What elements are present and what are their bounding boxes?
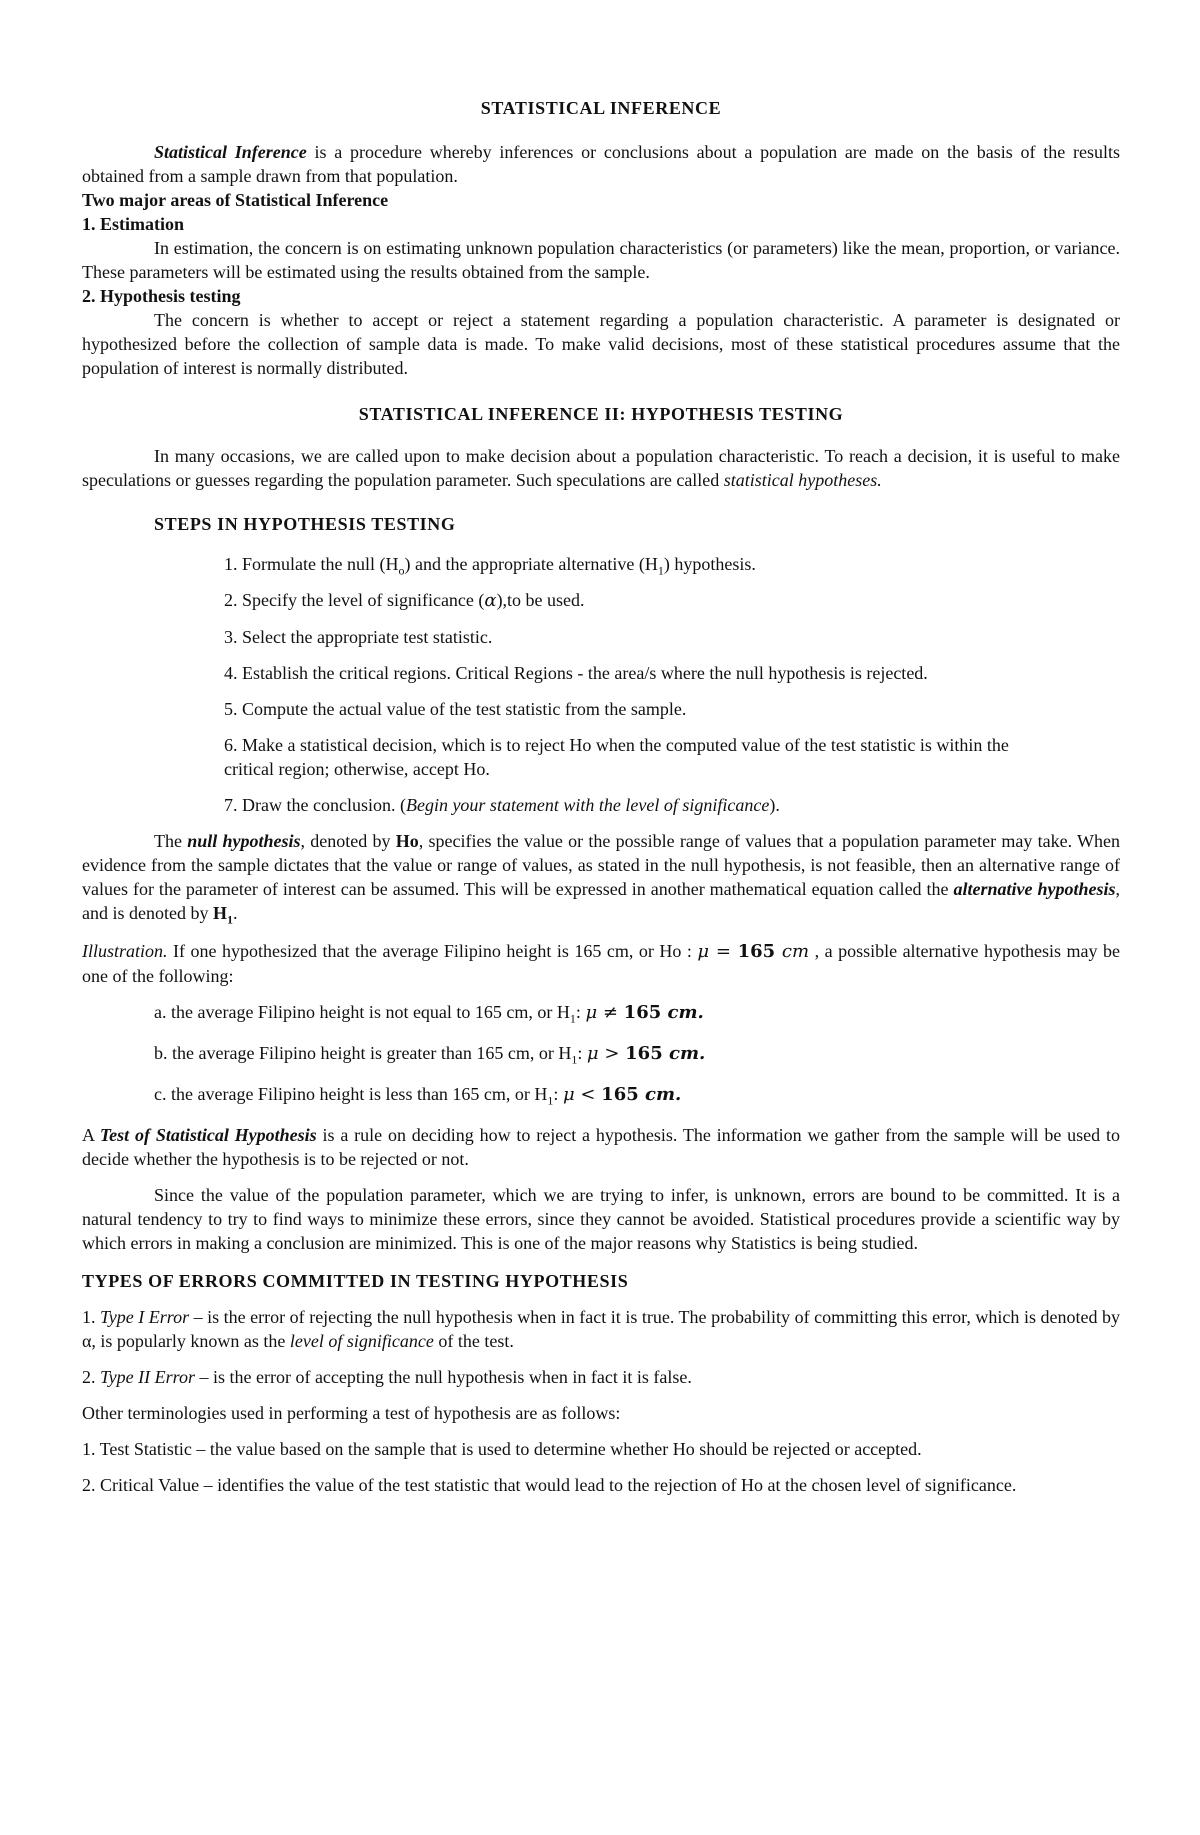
- alt-c-unit: cm.: [638, 1084, 682, 1105]
- other-item-1: 1. Test Statistic – the value based on the sample that is used to determine whether Ho should be rejected or accepted.: [82, 1439, 922, 1459]
- alt-a-value: 165: [623, 1002, 662, 1023]
- step-4: 4. Establish the critical regions. Critical Regions - the area/s where the null hypothesis is rejected.: [224, 663, 928, 683]
- section2-term: statistical hypotheses.: [723, 470, 882, 490]
- alpha-symbol: α: [484, 590, 497, 611]
- type-1-text-b: of the test.: [433, 1331, 514, 1351]
- illustration-text-a: If one hypothesized that the average Filipino height is 165 cm, or Ho :: [167, 941, 698, 961]
- step-3: 3. Select the appropriate test statistic.: [224, 627, 493, 647]
- h1-subscript: 1: [227, 912, 233, 927]
- step-5: 5. Compute the actual value of the test statistic from the sample.: [224, 699, 687, 719]
- section2-heading: STATISTICAL INFERENCE II: HYPOTHESIS TESTING: [358, 404, 844, 424]
- alt-c-colon: :: [553, 1084, 563, 1104]
- alt-b-colon: :: [577, 1043, 587, 1063]
- null-hypothesis-paragraph: [82, 829, 1120, 925]
- intro-term: Statistical Inference: [154, 142, 307, 162]
- null-text-d: , and is denoted by: [82, 879, 1120, 923]
- test-paragraph: [82, 1123, 1120, 1171]
- illustration-unit: cm: [775, 941, 810, 962]
- ho-symbol: Ho: [395, 831, 419, 851]
- type-1-term-2: level of significance: [289, 1331, 434, 1351]
- alt-a-unit: cm.: [661, 1002, 704, 1023]
- type-1-error: [82, 1305, 1120, 1353]
- types-heading: TYPES OF ERRORS COMMITTED IN TESTING HYPOTHESIS: [82, 1271, 629, 1291]
- step-1-text-a: 1. Formulate the null (H: [224, 554, 399, 574]
- type-1-term: Type I Error: [100, 1307, 190, 1327]
- null-text-b: , denoted by: [300, 831, 396, 851]
- illustration-text-b: , a possible alternative hypothesis may be one of the following:: [82, 941, 1120, 986]
- null-hypothesis-term: null hypothesis: [187, 831, 301, 851]
- type-2-text-a: – is the error of accepting the null hypothesis when in fact it is false.: [194, 1367, 692, 1387]
- alt-c-sub: 1: [547, 1093, 554, 1108]
- step-7-text-b: ).: [769, 795, 780, 815]
- type-2-num: 2.: [82, 1367, 100, 1387]
- type-2-term: Type II Error: [100, 1367, 195, 1387]
- test-text-a: A: [82, 1125, 100, 1145]
- alt-b-unit: cm.: [662, 1043, 706, 1064]
- step-1-text-b: ) and the appropriate alternative (H: [404, 554, 658, 574]
- test-term: Test of Statistical Hypothesis: [99, 1125, 317, 1145]
- equals-symbol: =: [709, 941, 738, 962]
- alternative-c: [154, 1082, 1120, 1107]
- step-2-text-b: ),to be used.: [496, 590, 585, 610]
- step-6: 6. Make a statistical decision, which is to reject Ho when the computed value of the test statistic is within the critical region; otherwise, accept Ho.: [224, 735, 1009, 779]
- type-1-num: 1.: [82, 1307, 101, 1327]
- illustration-paragraph: [82, 939, 1120, 988]
- alt-a-operator: ≠: [597, 1002, 624, 1023]
- illustration-label: Illustration.: [82, 941, 168, 961]
- alt-c-value: 165: [601, 1084, 639, 1105]
- alt-b-operator: >: [598, 1043, 626, 1064]
- null-text-c: , specifies the value or the possible range of values that a population parameter may take. When evidence from the sample dictates that the value or range of values, as stated in the null hypothesis, is not feasible, then an alternative range of values for the parameter of interest can be assumed. This will be expressed in another mathematical equation called the: [82, 831, 1120, 899]
- document-title: STATISTICAL INFERENCE: [480, 98, 722, 118]
- hypothesis-heading: 2. Hypothesis testing: [82, 286, 241, 306]
- step-1-sub-o: o: [398, 563, 405, 578]
- step-1-text-c: ) hypothesis.: [663, 554, 756, 574]
- alt-a-text: a. the average Filipino height is not equal to 165 cm, or H: [154, 1002, 570, 1022]
- errors-paragraph: Since the value of the population parameter, which we are trying to infer, is unknown, errors are bound to be committed. It is a natural tendency to try to find ways to minimize these errors, since they cannot be avoided. Statistical procedures provide a scientific way by which errors in making a conclusion are minimized. This is one of the major reasons why Statistics is being studied.: [82, 1185, 1120, 1253]
- step-1-sub-1: 1: [657, 563, 664, 578]
- estimation-paragraph: In estimation, the concern is on estimating unknown population characteristics (or parameters) like the mean, proportion, or variance. These parameters will be estimated using the results obtained from the sample.: [82, 238, 1120, 282]
- alternative-a: [154, 1000, 1120, 1025]
- alt-a-sub: 1: [569, 1011, 576, 1026]
- alt-b-sub: 1: [571, 1052, 578, 1067]
- step-2: [224, 588, 1120, 613]
- alt-a-colon: :: [575, 1002, 586, 1022]
- intro-text: is a procedure whereby inferences or conclusions about a population are made on the basis of the results obtained from a sample drawn from that population.: [82, 142, 1120, 186]
- type-2-error: [82, 1365, 1120, 1389]
- null-text-a: The: [154, 831, 188, 851]
- alt-c-mu: μ: [562, 1084, 575, 1105]
- step-2-text-a: 2. Specify the level of significance (: [224, 590, 485, 610]
- other-item-2: 2. Critical Value – identifies the value of the test statistic that would lead to the rejection of Ho at the chosen level of significance.: [82, 1475, 1017, 1495]
- mu-symbol: μ: [697, 941, 710, 962]
- step-7-text-a: 7. Draw the conclusion. (: [224, 795, 406, 815]
- estimation-heading: 1. Estimation: [82, 214, 185, 234]
- alt-b-mu: μ: [586, 1043, 599, 1064]
- step-7-italic: Begin your statement with the level of significance: [405, 795, 770, 815]
- section2-text: In many occasions, we are called upon to make decision about a population characteristic. To reach a decision, it is useful to make speculations or guesses regarding the population parameter. Such speculations are called: [82, 446, 1120, 490]
- illustration-value: 165: [737, 941, 776, 962]
- steps-heading: STEPS IN HYPOTHESIS TESTING: [154, 514, 456, 534]
- alternative-hypothesis-term: alternative hypothesis: [953, 879, 1116, 899]
- alt-b-text: b. the average Filipino height is greater than 165 cm, or H: [154, 1043, 572, 1063]
- h1-symbol: H: [212, 903, 227, 923]
- alternative-b: [154, 1041, 1120, 1066]
- alt-c-operator: <: [574, 1084, 602, 1105]
- hypothesis-paragraph: The concern is whether to accept or reject a statement regarding a population characteristic. A parameter is designated or hypothesized before the collection of sample data is made. To make valid decisions, most of these statistical procedures assume that the population of interest is normally distributed.: [82, 310, 1120, 378]
- other-intro: Other terminologies used in performing a test of hypothesis are as follows:: [82, 1403, 621, 1423]
- areas-heading: Two major areas of Statistical Inference: [82, 190, 389, 210]
- alt-c-text: c. the average Filipino height is less than 165 cm, or H: [154, 1084, 548, 1104]
- step-7: [224, 793, 1120, 817]
- alt-b-value: 165: [625, 1043, 663, 1064]
- section2-paragraph: [82, 444, 1120, 492]
- alt-a-mu: μ: [585, 1002, 598, 1023]
- null-text-e: .: [233, 903, 238, 923]
- intro-paragraph: [82, 140, 1120, 188]
- type-1-text-a: – is the error of rejecting the null hypothesis when in fact it is true. The probability of committing this error, which is denoted by α, is popularly known as the: [82, 1307, 1120, 1351]
- step-1: [224, 552, 1120, 576]
- test-text-b: is a rule on deciding how to reject a hypothesis. The information we gather from the sample will be used to decide whether the hypothesis is to be rejected or not.: [82, 1125, 1120, 1169]
